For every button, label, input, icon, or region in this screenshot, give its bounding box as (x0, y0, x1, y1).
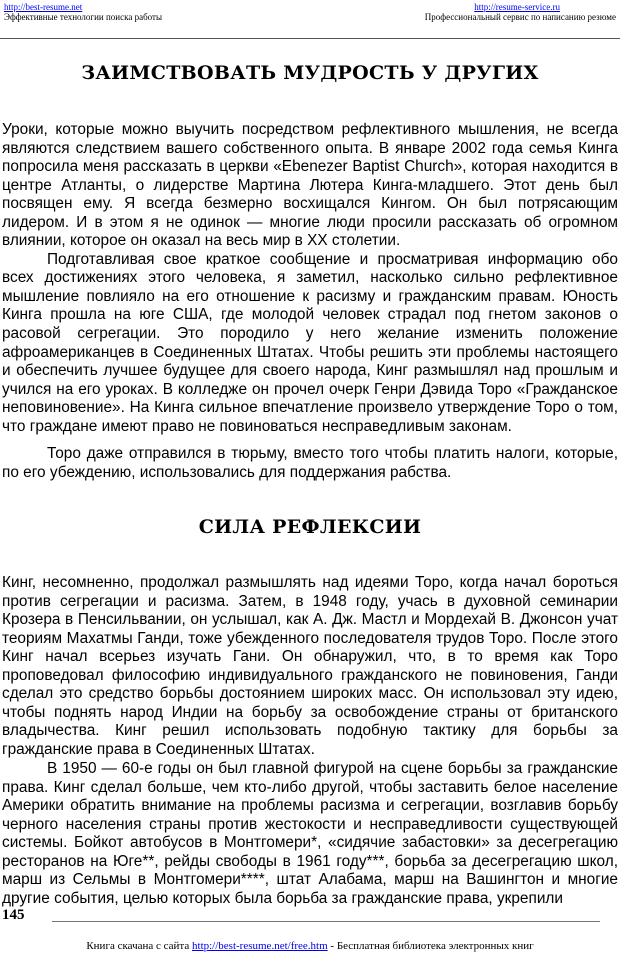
paragraph: Уроки, которые можно выучить посредством рефлективного мышления, не всегда являются следствием вашего собственного опыта. В январе 2002 года семья Кинга попросила меня рассказать в церкви «Ebenezer Baptist Church», которая находится в центре Атланты, о лидерстве Мартина Лютера Кинга-младшего. Этот день был посвящен ему. Я всегда безмерно восхищался Кингом. Он был потрясающим лидером. И в этом я не одинок — многие люди просили рассказать об огромном влиянии, которое он оказал на весь мир в XX столетии. (2, 121, 618, 250)
header-right-tagline: Профессиональный сервис по написанию резюме (424, 12, 616, 22)
page-header-links (0, 2, 620, 12)
header-left-link[interactable]: http://best-resume.net (4, 2, 83, 12)
paragraph: Кинг, несомненно, продолжал размышлять над идеями Торо, когда начал бороться против сегрегации и расизма. Затем, в 1948 году, учась в духовной семинарии Крозера в Пенсильвании, он услышал, как А. Дж. Мастл и Мордехай В. Джонсон учат теориям Махатмы Ганди, тоже убежденного последователя трудов Торо. После этого Кинг начал всерьез изучать Гани. Он обнаружил, что, в то время как Торо проповедовал философию индивидуального гражданского не повиновения, Ганди сделал это средство борьбы достоянием широких масс. Он использовал эту идею, чтобы поднять народ Индии на борьбу за освобождение страны от британского владычества. Кинг решил использовать подобную тактику для борьбы за гражданские права в Соединенных Штатах. (2, 574, 618, 758)
section-heading-borrow-wisdom: ЗАИМСТВОВАТЬ МУДРОСТЬ У ДРУГИХ (81, 62, 539, 84)
page-footer (0, 940, 620, 952)
section2-body-part2 (2, 760, 618, 908)
paragraph: Подготавливая свое краткое сообщение и просматривая информацию обо всех достижениях этого человека, я заметил, насколько сильно рефлективное мышление повлияло на его отношение к расизму и гражданским правам. Юность Кинга прошла на юге США, где молодой человек страдал под гнетом законов о расовой сегрегации. Это породило у него желание изменить положение афроамериканцев в Соединенных Штатах. Чтобы решить эти проблемы настоящего и обеспечить лучшее будущее для своего народа, Кинг размышлял над прошлым и учился на его уроках. В колледже он прочел очерк Генри Дэвида Торо «Гражданское неповиновение». На Кинга сильное впечатление произвело утверждение Торо о том, что граждане имеют право не повиноваться несправедливым законам. (2, 250, 618, 435)
paragraph: Торо даже отправился в тюрьму, вместо того чтобы платить налоги, которые, по его убеждению, использовались для поддержания рабства. (2, 445, 618, 481)
header-right-link[interactable]: http://resume-service.ru (474, 2, 560, 12)
footer-prefix: Книга скачана с сайта (86, 940, 193, 952)
footer-suffix: - Бесплатная библиотека электронных книг (327, 940, 534, 952)
footer-divider (52, 921, 600, 922)
footer-link[interactable]: http://best-resume.net/free.htm (192, 940, 328, 952)
paragraph: В 1950 — 60-е годы он был главной фигурой на сцене борьбы за гражданские права. Кинг сделал больше, чем кто-либо другой, чтобы заставить белое население Америки обратить внимание на проблемы расизма и сегрегации, возглавив борьбу черного населения страны против жестокости и несправедливости существующей системы. Бойкот автобусов в Монтгомери*, «сидячие забастовки» за десегрегацию ресторанов на Юге**, рейды свободы в 1961 году***, борьба за десегрегацию школ, марш из Сельмы в Монтгомери****, штат Алабама, марш на Вашингтон и многие другие события, целью которых была борьба за гражданские права, укрепили (2, 760, 618, 907)
page-number: 145 (2, 907, 25, 923)
page-header-taglines (0, 12, 620, 23)
section2-body-part1 (2, 574, 618, 759)
section1-body (2, 121, 618, 482)
header-divider (0, 38, 620, 39)
section-heading-power-of-reflection: СИЛА РЕФЛЕКСИИ (198, 516, 422, 538)
header-left-tagline: Эффективные технологии поиска работы (4, 12, 163, 22)
